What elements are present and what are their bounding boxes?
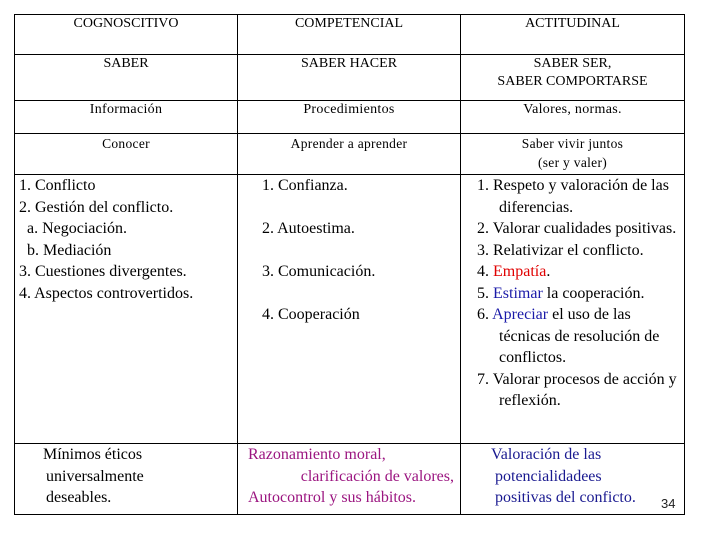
actitudinal-item bbox=[473, 218, 680, 240]
razonamiento-line: clarificación de valores, bbox=[300, 467, 454, 485]
actitudinal-item-number: 7. bbox=[477, 370, 493, 388]
minimos-line: deseables. bbox=[46, 489, 112, 506]
actitudinal-item-highlight: Empatía bbox=[493, 263, 547, 280]
header-row bbox=[15, 15, 685, 55]
actitudinal-item bbox=[473, 240, 680, 262]
header-competencial: COMPETENCIAL bbox=[238, 15, 461, 55]
actitudinal-item-highlight: Estimar bbox=[493, 284, 543, 302]
valoracion-line: potencialidadees bbox=[495, 467, 602, 485]
competencial-item: 2. Autoestima. bbox=[262, 220, 355, 237]
valores-cell: Valores, normas. bbox=[461, 101, 685, 134]
header-cognoscitivo: COGNOSCITIVO bbox=[15, 15, 238, 55]
cognoscitivo-item: 1. Conflicto bbox=[19, 177, 96, 194]
saber-cell: SABER bbox=[15, 55, 238, 101]
actitudinal-item-number: 1. bbox=[477, 177, 493, 194]
razonamiento-line: Razonamiento moral, bbox=[248, 446, 386, 463]
tipo-row bbox=[15, 101, 685, 134]
actitudinal-item-number: 4. bbox=[477, 263, 493, 280]
cognoscitivo-list-cell bbox=[15, 175, 238, 444]
actitudinal-item-number: 5. bbox=[477, 284, 493, 302]
procedimientos-cell: Procedimientos bbox=[238, 101, 461, 134]
saber-hacer-cell: SABER HACER bbox=[238, 55, 461, 101]
informacion-cell: Información bbox=[15, 101, 238, 134]
saber-ser-cell: SABER SER, SABER COMPORTARSE bbox=[461, 55, 685, 101]
competencial-item: 4. Cooperación bbox=[262, 306, 360, 323]
competencial-item: 1. Confianza. bbox=[262, 177, 348, 194]
actitudinal-list bbox=[465, 175, 680, 412]
razonamiento-line: Autocontrol y sus hábitos. bbox=[248, 489, 416, 506]
cognoscitivo-item: 2. Gestión del conflicto. bbox=[19, 198, 174, 216]
cognoscitivo-list bbox=[19, 175, 233, 304]
minimos-line: Mínimos éticos bbox=[43, 446, 143, 463]
actitudinal-list-cell bbox=[461, 175, 685, 444]
cognoscitivo-item: a. Negociación. bbox=[19, 220, 127, 237]
saber-row bbox=[15, 55, 685, 101]
minimos-eticos-cell bbox=[15, 444, 238, 515]
competencial-list bbox=[242, 175, 456, 326]
actitudinal-item-text: . bbox=[546, 263, 551, 280]
cognoscitivo-item: b. Mediación bbox=[19, 241, 112, 259]
actitudinal-item bbox=[473, 304, 680, 369]
actitudinal-item-number: 3. bbox=[477, 241, 493, 259]
header-actitudinal: ACTITUDINAL bbox=[461, 15, 685, 55]
actitudinal-item bbox=[473, 369, 680, 412]
cognoscitivo-item: 3. Cuestiones divergentes. bbox=[19, 263, 187, 280]
aprender-cell: Aprender a aprender bbox=[238, 134, 461, 175]
actitudinal-item bbox=[473, 175, 680, 218]
actitudinal-item bbox=[473, 261, 680, 283]
contents-row bbox=[15, 175, 685, 444]
actitudinal-item-text: la cooperación. bbox=[542, 284, 645, 302]
competencial-list-cell bbox=[238, 175, 461, 444]
actitudinal-item-highlight: Apreciar bbox=[492, 306, 549, 323]
actitudinal-item bbox=[473, 283, 680, 305]
actitudinal-item-text: Relativizar el conflicto. bbox=[493, 241, 644, 259]
aprendizaje-row bbox=[15, 134, 685, 175]
actitudinal-item-number: 6. bbox=[477, 306, 493, 323]
actitudinal-item-text: el uso de las técnicas de resolución de conflictos. bbox=[499, 306, 660, 366]
actitudinal-item-text: Respeto y valoración de las diferencias. bbox=[493, 177, 669, 216]
valoracion-cell bbox=[461, 444, 685, 515]
saber-vivir-cell: Saber vivir juntos (ser y valer) bbox=[461, 134, 685, 175]
page-number: 34 bbox=[661, 496, 676, 511]
actitudinal-item-text: Valorar procesos de acción y reflexión. bbox=[492, 370, 677, 409]
razonamiento-cell bbox=[238, 444, 461, 515]
actitudinal-item-number: 2. bbox=[477, 220, 493, 237]
cognoscitivo-item: 4. Aspectos controvertidos. bbox=[19, 284, 194, 302]
minimos-line: universalmente bbox=[46, 467, 144, 485]
conocer-cell: Conocer bbox=[15, 134, 238, 175]
valoracion-line: Valoración de las bbox=[491, 446, 602, 463]
actitudinal-item-text: Valorar cualidades positivas. bbox=[492, 220, 677, 237]
bottom-row bbox=[15, 444, 685, 515]
competencial-item: 3. Comunicación. bbox=[262, 263, 376, 280]
competencies-table bbox=[14, 14, 685, 515]
valoracion-line: positivas del conficto. bbox=[495, 489, 636, 506]
